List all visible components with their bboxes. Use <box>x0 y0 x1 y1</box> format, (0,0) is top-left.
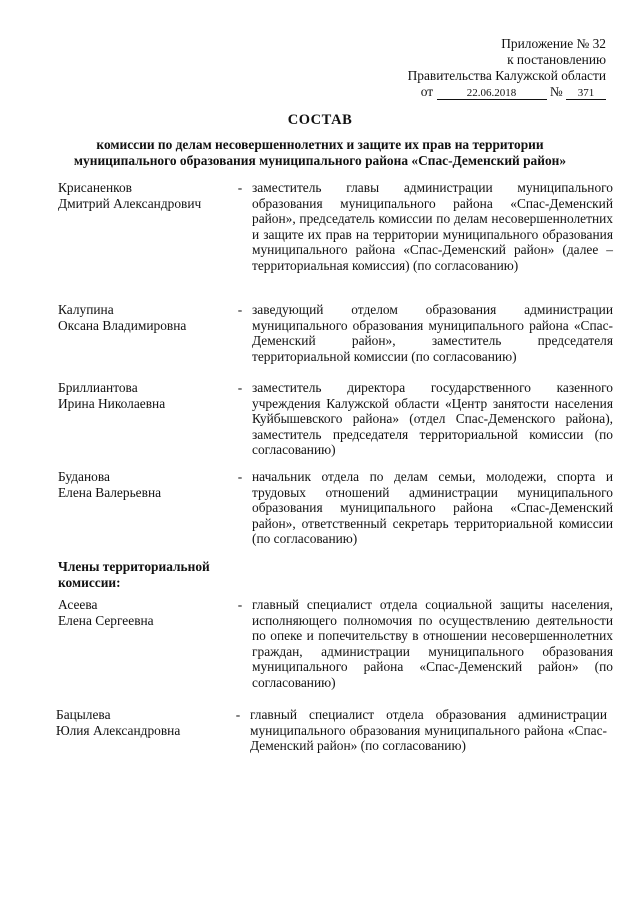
resolution-number: 371 <box>566 87 606 100</box>
from-label: от <box>420 84 434 99</box>
member-name <box>58 302 228 380</box>
member-name <box>58 380 228 469</box>
commission-members-list <box>58 597 613 691</box>
member-surname: Крисаненков <box>58 180 132 195</box>
member-row <box>58 597 613 691</box>
title-line-1: комиссии по делам несовершеннолетних и защите их прав на территории <box>96 136 544 152</box>
member-surname: Буданова <box>58 469 110 484</box>
document-title <box>0 113 640 169</box>
member-role: заведующий отделом образования администрации муниципального образования муниципального района «Спас-Деменский район», заместитель председателя территориальной комиссии (по согласованию) <box>252 302 613 364</box>
member-row <box>58 469 613 547</box>
member-name <box>58 469 228 547</box>
members-section-heading <box>58 559 210 591</box>
member-name <box>56 707 226 754</box>
member-given-name: Елена Валерьевна <box>58 484 162 500</box>
resolution-date: 22.06.2018 <box>437 87 547 100</box>
dash: - <box>237 302 243 317</box>
appendix-header <box>408 36 606 100</box>
member-surname: Асеева <box>58 597 98 612</box>
member-surname: Бриллиантова <box>58 380 138 395</box>
member-role: главный специалист отдела социальной защиты населения, исполняющего полномочия по осуществлению деятельности по опеке и попечительству в отношении несовершеннолетних граждан, администрации муниципального образования муниципального района «Спас-Деменский район» (по согласованию) <box>252 597 613 690</box>
member-row <box>58 180 613 302</box>
title-line-2: муниципального образования муниципального района «Спас-Деменский район» <box>73 152 567 168</box>
member-role: заместитель главы администрации муниципального образования муниципального района «Спас-Деменский район», председатель комиссии по делам несовершеннолетних и защите их прав на территории муниципального образования муниципального района «Спас-Деменский район» (далее – территориальная комиссия) (по согласованию) <box>252 180 613 273</box>
number-label: № <box>549 84 563 99</box>
section-heading-line: комиссии: <box>58 575 121 590</box>
member-given-name: Елена Сергеевна <box>58 612 154 628</box>
member-given-name: Юлия Александровна <box>56 722 181 738</box>
member-given-name: Ирина Николаевна <box>58 395 166 411</box>
member-role: заместитель директора государственного казенного учреждения Калужской области «Центр занятости населения Куйбышевского района» (отдел Спас-Деменского района), заместитель председателя территориальной комиссии (по согласованию) <box>252 380 613 458</box>
dash: - <box>235 707 241 722</box>
member-row <box>58 302 613 380</box>
dash: - <box>237 597 243 612</box>
government-name: Правительства Калужской области <box>407 68 606 83</box>
title-main: СОСТАВ <box>287 112 353 128</box>
member-name <box>58 180 228 302</box>
member-role: начальник отдела по делам семьи, молодежи, спорта и трудовых отношений администрации муниципального образования муниципального района «Спас-Деменский район», ответственный секретарь территориальной комиссии (по согласованию) <box>252 469 613 547</box>
date-number-line <box>408 84 606 100</box>
member-surname: Калупина <box>58 302 114 317</box>
dash: - <box>237 380 243 395</box>
member-given-name: Оксана Владимировна <box>58 317 187 333</box>
member-name <box>58 597 228 691</box>
leadership-list <box>58 180 613 547</box>
member-role: главный специалист отдела образования администрации муниципального образования муниципального района «Спас-Деменский район» (по согласованию) <box>250 707 607 754</box>
member-row <box>58 380 613 469</box>
dash: - <box>237 180 243 195</box>
member-surname: Бацылева <box>56 707 111 722</box>
member-row <box>56 707 607 754</box>
appendix-number: Приложение № 32 <box>501 36 606 51</box>
dash: - <box>237 469 243 484</box>
commission-members-list-cont <box>56 707 607 754</box>
resolution-ref: к постановлению <box>507 52 606 67</box>
section-heading-line: Члены территориальной <box>58 559 210 574</box>
member-given-name: Дмитрий Александрович <box>58 195 202 211</box>
